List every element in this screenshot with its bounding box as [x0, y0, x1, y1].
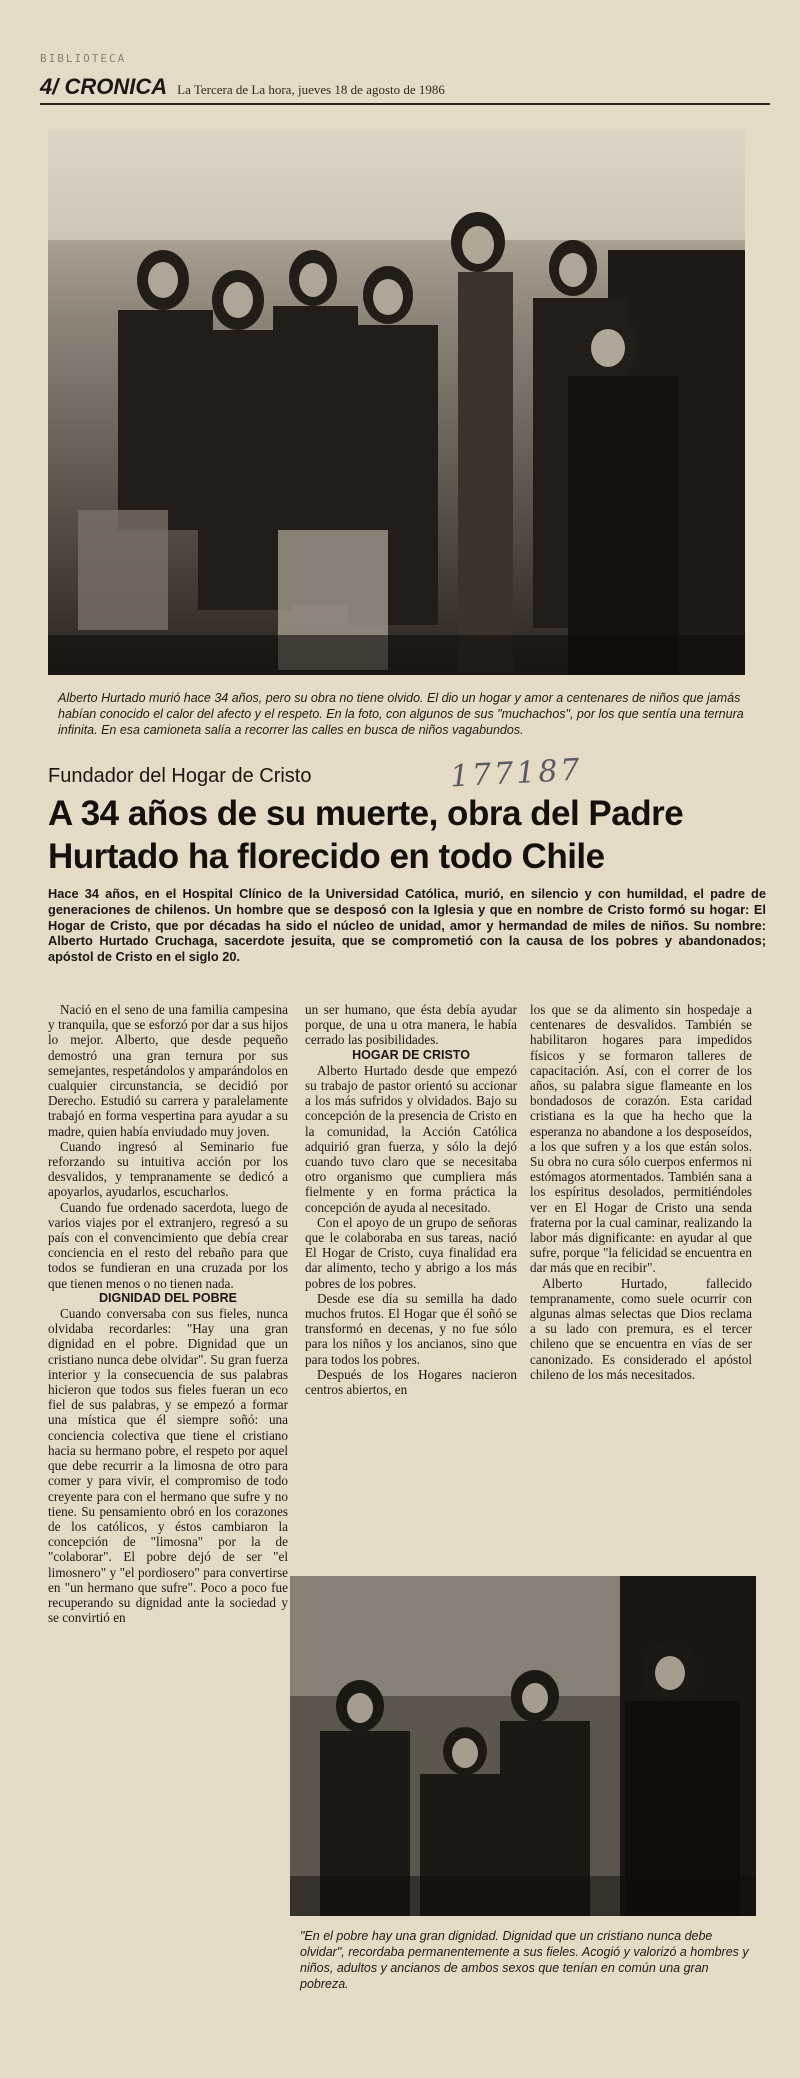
- bottom-photo: [290, 1576, 756, 1916]
- masthead: [40, 74, 770, 105]
- column-1: [48, 1002, 288, 1625]
- paragraph: Cuando ingresó al Seminario fue reforzando su intuitiva acción por los desvalidos, y tempranamente se dedicó a apoyarlos, ayudarlos, escucharlos.: [48, 1138, 288, 1200]
- dateline: La Tercera de La hora, jueves 18 de agosto de 1986: [177, 82, 445, 97]
- paragraph: Alberto Hurtado, fallecido tempranamente, como suele ocurrir con algunas almas selectas que Dios reclama a su lado con premura, es el tercer chileno que se encuentra en vías de ser canonizado. Es considerado el apóstol chileno de los más necesitados.: [530, 1275, 752, 1382]
- section-name: 4/ CRONICA: [40, 74, 168, 99]
- handwritten-number: 177187: [449, 752, 584, 795]
- paragraph: un ser humano, que ésta debía ayudar porque, de una u otra manera, le había cerrado las posibilidades.: [305, 1002, 517, 1048]
- subheading: DIGNIDAD DEL POBRE: [99, 1290, 237, 1305]
- column-3: [530, 1002, 752, 1382]
- paragraph: Cuando fue ordenado sacerdota, luego de varios viajes por el extranjero, regresó a su país con el convencimiento que debía crear conciencia en el resto del rebaño para que todos se fundieran en una cruzada por los que tienen menos o no tienen nada.: [48, 1199, 288, 1291]
- library-stamp: BIBLIOTECA: [40, 52, 127, 65]
- bottom-photo-caption: "En el pobre hay una gran dignidad. Dignidad que un cristiano nunca debe olvidar", recordaba permanentemente a sus fieles. Acogió y valorizó a hombres y niños, adultos y ancianos de ambos sexos que tenían en común una gran pobreza.: [300, 1929, 749, 1991]
- headline: A 34 años de su muerte, obra del Padre Hurtado ha florecido en todo Chile: [48, 794, 684, 876]
- paragraph: Nació en el seno de una familia campesina y tranquila, que se esforzó por dar a sus hijos lo mejor. Alberto, que desde pequeño demostró una gran ternura por sus semejantes, respetándolos y amparándolos en cualquier circunstancia, se decidió por Derecho. Estudió su carrera y paralelamente trabajó en forma vespertina para ayudar a su madre, quien había enviudado muy joven.: [48, 1002, 288, 1139]
- article-kicker: Fundador del Hogar de Cristo: [48, 765, 312, 787]
- paragraph: Con el apoyo de un grupo de señoras que le colaboraba en sus tareas, nació El Hogar de Cristo, cuya finalidad era dar alimento, techo y abrigo a los más pobres de los pobres.: [305, 1214, 517, 1291]
- paragraph: Cuando conversaba con sus fieles, nunca olvidaba recordarles: "Hay una gran dignidad en el pobre. Dignidad que un cristiano nunca debe olvidar". Su gran fuerza interior y la consecuencia de sus palabras hicieron que todos sus fieles fueran un eco fiel de sus palabras, y se empezó a formar una mística que él siempre soñó: una conciencia colectiva que tiene el cristiano hacia su hermano pobre, el respeto por aquel que debe recurrir a la limosna de otro para comer y para vivir, el compromiso de todo creyente para con el hermano que sufre y no tiene. Su pensamiento obró en los corazones de los católicos, y éstos cambiaron la concepción de "limosna" por la de "colaborar". El pobre dejó de ser "el limosnero" y "el pordiosero" para convertirse en "un hermano que sufre". Poco a poco fue recuperando su dignidad ante la sociedad y se convirtió en: [48, 1306, 288, 1626]
- subheading: HOGAR DE CRISTO: [352, 1047, 470, 1062]
- column-2: [305, 1002, 517, 1397]
- group-photo: [48, 130, 745, 675]
- lead-paragraph: Hace 34 años, en el Hospital Clínico de la Universidad Católica, murió, en silencio y con humildad, el padre de generaciones de chilenos. Un hombre que se desposó con la Iglesia y que en nombre de Cristo formó su hogar: El Hogar de Cristo, que por décadas ha sido el núcleo de unidad, amor y hermandad de miles de niños. Su nombre: Alberto Hurtado Cruchaga, sacerdote jesuita, que se comprometió con la causa de los pobres y abandonados; apóstol de Cristo en el siglo 20.: [48, 886, 766, 965]
- paragraph: Alberto Hurtado desde que empezó su trabajo de pastor orientó su accionar a los más sufridos y olvidados. Bajo su concepción de la presencia de Cristo en la comunidad, la Acción Católica adquirió gran fuerza, y sólo la dejó cuando tuvo claro que se necesitaba otro organismo que cumpliera más fielmente y en forma práctica la concepción de ayuda al necesitado.: [305, 1062, 517, 1215]
- top-photo-caption: Alberto Hurtado murió hace 34 años, pero su obra no tiene olvido. El dio un hogar y amor a centenares de niños que jamás habían conocido el calor del afecto y el respeto. En la foto, con algunos de sus "muchachos", por los que sentía una ternura infinita. En esa camioneta salía a recorrer las calles en busca de niños vagabundos.: [58, 691, 744, 737]
- paragraph: Después de los Hogares nacieron centros abiertos, en: [305, 1366, 517, 1398]
- paragraph: los que se da alimento sin hospedaje a centenares de desvalidos. También se habilitaron hogares para impedidos físicos y se formaron talleres de capacitación. Así, con el correr de los años, su palabra sigue flameante en los bondadosos de corazón. Esta caridad cristiana es la que ha hecho que la esperanza no abandone a los desposeídos, a los que sufren y a los que están solos. Su obra no cura sólo cuerpos enfermos ni estómagos atormentados. También sana a los espíritus desolados, permitiéndoles ver en El Hogar de Cristo una senda fraterna por la cual caminar, realizando la labor más dignificante: en ayudar al que sufre, porque "la felicidad se encuentra en dar más que en recibir".: [530, 1002, 752, 1276]
- paragraph: Desde ese día su semilla ha dado muchos frutos. El Hogar que él soñó se transformó en decenas, y no fue sólo para los niños y los ancianos, sino que para todos los pobres.: [305, 1290, 517, 1367]
